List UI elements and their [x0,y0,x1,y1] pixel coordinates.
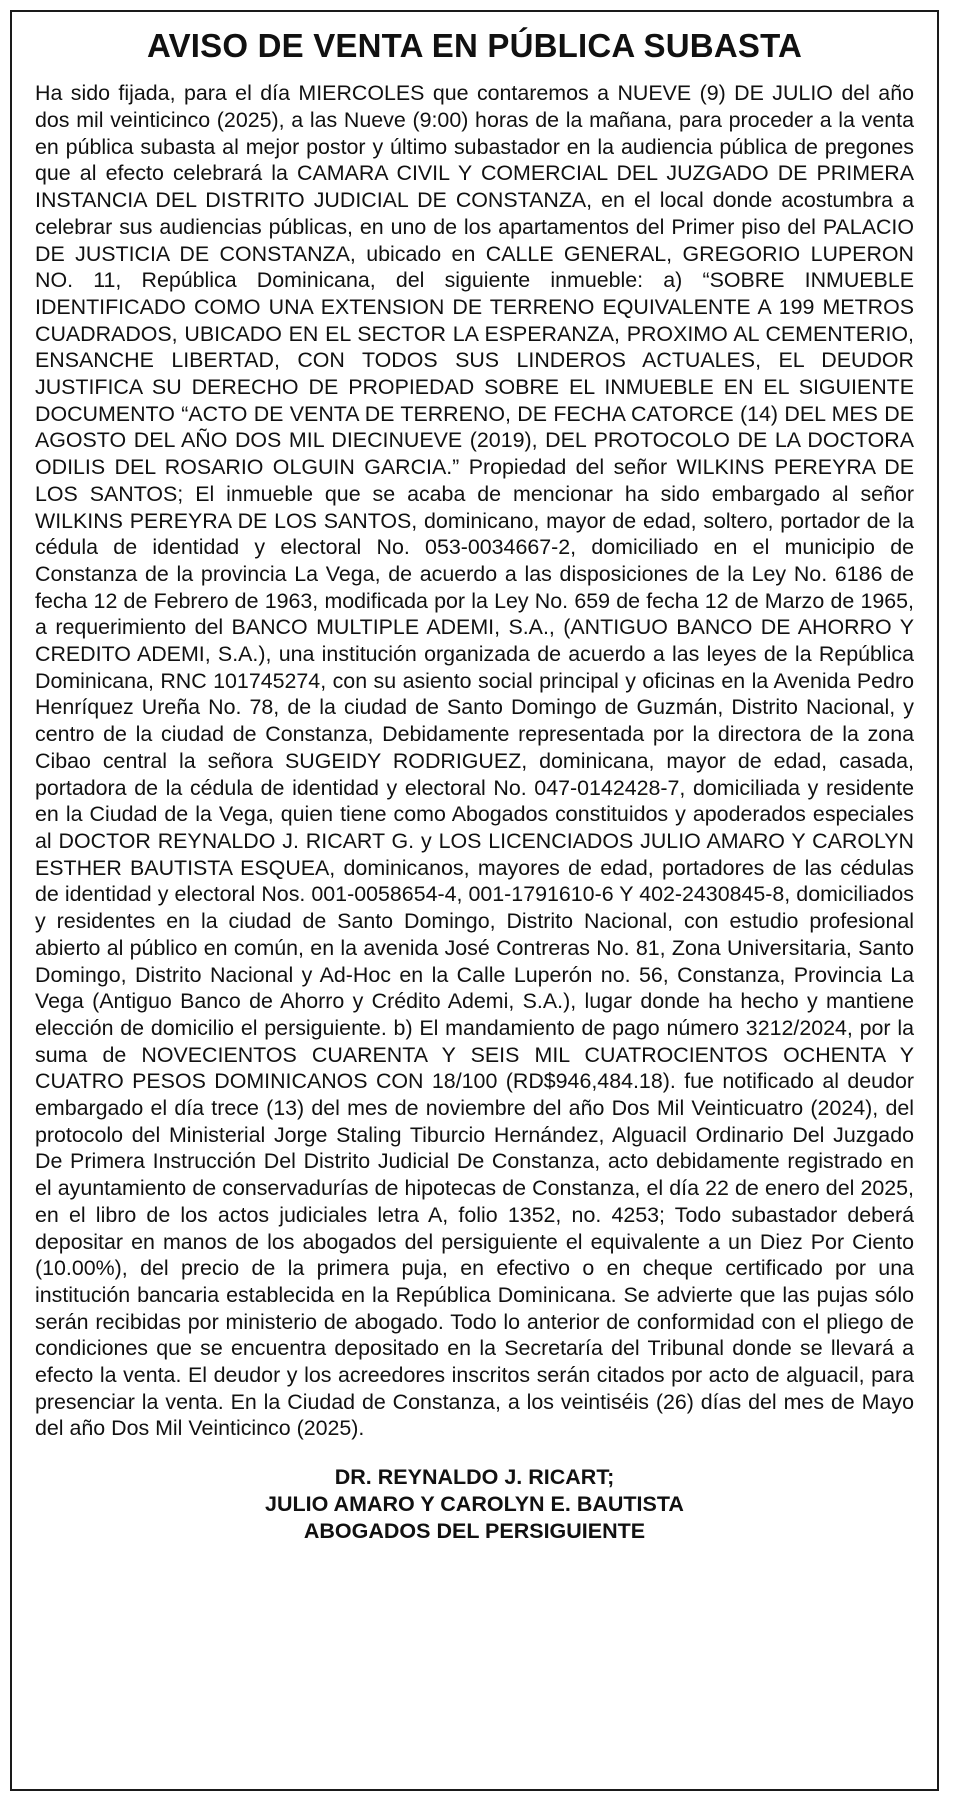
notice-frame [10,10,939,1791]
signature-line-2: JULIO AMARO Y CAROLYN E. BAUTISTA [265,1492,684,1517]
notice-title: AVISO DE VENTA EN PÚBLICA SUBASTA [146,27,803,64]
signature-block [35,1464,914,1545]
signature-line-1: DR. REYNALDO J. RICART; [334,1465,615,1490]
signature-line-3: ABOGADOS DEL PERSIGUIENTE [303,1519,646,1544]
notice-body: Ha sido fijada, para el día MIERCOLES que contaremos a NUEVE (9) DE JULIO del año dos mil veinticinco (2025), a las Nueve (9:00) horas de la mañana, para proceder a la venta en pública subasta al mejor postor y último subastador en la audiencia pública de pregones que al efecto celebrará la CAMARA CIVIL Y COMERCIAL DEL JUZGADO DE PRIMERA INSTANCIA DEL DISTRITO JUDICIAL DE CONSTANZA, en el local donde acostumbra a celebrar sus audiencias públicas, en uno de los apartamentos del Primer piso del PALACIO DE JUSTICIA DE CONSTANZA, ubicado en CALLE GENERAL, GREGORIO LUPERON NO. 11, República Dominicana, del siguiente inmueble: a) “SOBRE INMUEBLE IDENTIFICADO COMO UNA EXTENSION DE TERRENO EQUIVALENTE A 199 METROS CUADRADOS, UBICADO EN EL SECTOR LA ESPERANZA, PROXIMO AL CEMENTERIO, ENSANCHE LIBERTAD, CON TODOS SUS LINDEROS ACTUALES, EL DEUDOR JUSTIFICA SU DERECHO DE PROPIEDAD SOBRE EL INMUEBLE EN EL SIGUIENTE DOCUMENTO “ACTO DE VENTA DE TERRENO, DE FECHA CATORCE (14) DEL MES DE AGOSTO DEL AÑO DOS MIL DIECINUEVE (2019), DEL PROTOCOLO DE LA DOCTORA ODILIS DEL ROSARIO OLGUIN GARCIA.” Propiedad del señor WILKINS PEREYRA DE LOS SANTOS; El inmueble que se acaba de mencionar ha sido embargado al señor WILKINS PEREYRA DE LOS SANTOS, dominicano, mayor de edad, soltero, portador de la cédula de identidad y electoral No. 053-0034667-2, domiciliado en el municipio de Constanza de la provincia La Vega, de acuerdo a las disposiciones de la Ley No. 6186 de fecha 12 de Febrero de 1963, modificada por la Ley No. 659 de fecha 12 de Marzo de 1965, a requerimiento del BANCO MULTIPLE ADEMI, S.A., (ANTIGUO BANCO DE AHORRO Y CREDITO ADEMI, S.A.), una institución organizada de acuerdo a las leyes de la República Dominicana, RNC 101745274, con su asiento social principal y oficinas en la Avenida Pedro Henríquez Ureña No. 78, de la ciudad de Santo Domingo de Guzmán, Distrito Nacional, y centro de la ciudad de Constanza, Debidamente representada por la directora de la zona Cibao central la señora SUGEIDY RODRIGUEZ, dominicana, mayor de edad, casada, portadora de la cédula de identidad y electoral No. 047-0142428-7, domiciliada y residente en la Ciudad de la Vega, quien tiene como Abogados constituidos y apoderados especiales al DOCTOR REYNALDO J. RICART G. y LOS LICENCIADOS JULIO AMARO Y CAROLYN ESTHER BAUTISTA ESQUEA, dominicanos, mayores de edad, portadores de las cédulas de identidad y electoral Nos. 001-0058654-4, 001-1791610-6 Y 402-2430845-8, domiciliados y residentes en la ciudad de Santo Domingo, Distrito Nacional, con estudio profesional abierto al público en común, en la avenida José Contreras No. 81, Zona Universitaria, Santo Domingo, Distrito Nacional y Ad-Hoc en la Calle Luperón no. 56, Constanza, Provincia La Vega (Antiguo Banco de Ahorro y Crédito Ademi, S.A.), lugar donde ha hecho y mantiene elección de domicilio el persiguiente. b) El mandamiento de pago número 3212/2024, por la suma de NOVECIENTOS CUARENTA Y SEIS MIL CUATROCIENTOS OCHENTA Y CUATRO PESOS DOMINICANOS CON 18/100 (RD$946,484.18). fue notificado al deudor embargado el día trece (13) del mes de noviembre del año Dos Mil Veinticuatro (2024), del protocolo del Ministerial Jorge Staling Tiburcio Hernández, Alguacil Ordinario Del Juzgado De Primera Instrucción Del Distrito Judicial De Constanza, acto debidamente registrado en el ayuntamiento de conservadurías de hipotecas de Constanza, el día 22 de enero del 2025, en el libro de los actos judiciales letra A, folio 1352, no. 4253; Todo subastador deberá depositar en manos de los abogados del persiguiente el equivalente a un Diez Por Ciento (10.00%), del precio de la primera puja, en efectivo o en cheque certificado por una institución bancaria establecida en la República Dominicana. Se advierte que las pujas sólo serán recibidas por ministerio de abogado. Todo lo anterior de conformidad con el pliego de condiciones que se encuentra depositado en la Secretaría del Tribunal donde se llevará a efecto la venta. El deudor y los acreedores inscritos serán citados por acto de alguacil, para presenciar la venta. En la Ciudad de Constanza, a los veintiséis (26) días del mes de Mayo del año Dos Mil Veinticinco (2025). [35,81,914,1441]
